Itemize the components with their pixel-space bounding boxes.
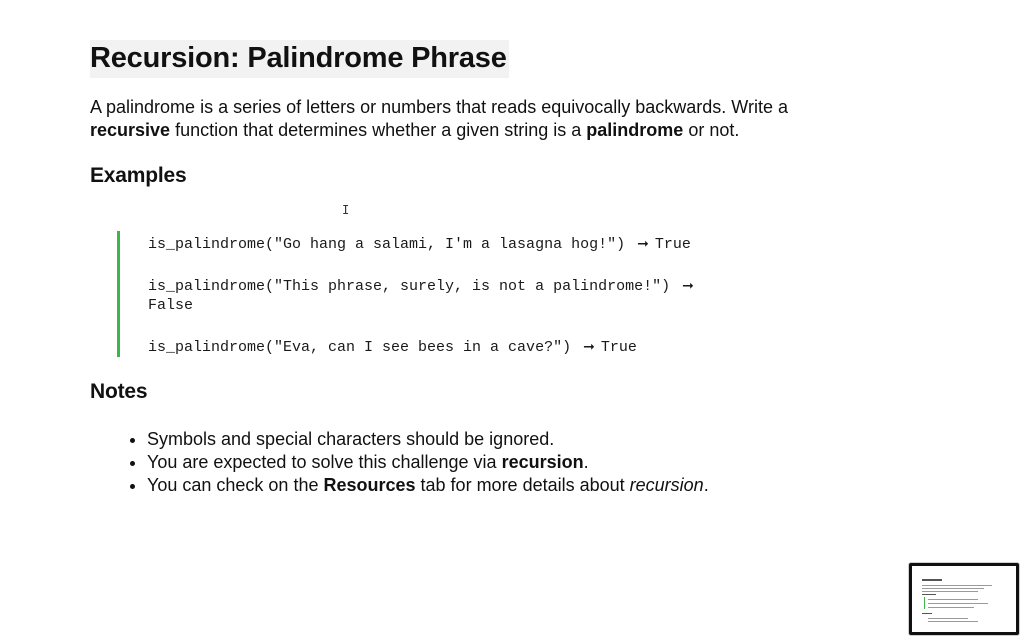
examples-block <box>117 231 800 357</box>
note-italic: recursion <box>629 475 704 495</box>
challenge-description <box>90 96 790 142</box>
thumbnail-code-line <box>928 603 988 604</box>
note-bold: recursion <box>501 452 584 472</box>
example-result: False <box>148 297 194 314</box>
thumbnail-code-line <box>928 607 974 608</box>
thumbnail-title-line <box>922 579 942 581</box>
example-1 <box>148 235 691 254</box>
intro-bold-palindrome: palindrome <box>586 120 684 140</box>
challenge-content <box>90 40 810 188</box>
note-text: You are expected to solve this challenge via <box>147 452 502 472</box>
list-item <box>147 428 827 451</box>
thumbnail-text-line <box>922 585 992 586</box>
example-call: is_palindrome("Go hang a salami, I'm a lasagna hog!") <box>148 236 626 253</box>
thumbnail-code-line <box>928 599 978 600</box>
note-text: tab for more details about <box>415 475 630 495</box>
thumbnail-text-line <box>922 613 932 614</box>
notes-heading: Notes <box>90 380 148 403</box>
note-bold: Resources <box>323 475 416 495</box>
thumbnail-code-bar <box>924 597 925 609</box>
example-result: True <box>654 236 691 253</box>
example-2 <box>148 277 700 315</box>
thumbnail-text-line <box>922 588 984 589</box>
intro-bold-recursive: recursive <box>90 120 171 140</box>
note-text: Symbols and special characters should be ignored. <box>147 429 555 449</box>
note-text: . <box>703 475 709 495</box>
thumbnail-text-line <box>922 594 936 595</box>
arrow-right-icon: ➞ <box>682 278 694 294</box>
page-title: Recursion: Palindrome Phrase <box>90 40 509 78</box>
text-cursor-icon: I <box>342 203 350 217</box>
list-item <box>147 451 827 474</box>
thumbnail-text-line <box>928 618 968 619</box>
example-3 <box>148 338 637 357</box>
example-result: True <box>600 339 637 356</box>
example-call: is_palindrome("This phrase, surely, is not a palindrome!") <box>148 278 671 295</box>
notes-list <box>115 428 827 497</box>
thumbnail-text-line <box>928 621 978 622</box>
example-call: is_palindrome("Eva, can I see bees in a cave?") <box>148 339 572 356</box>
list-item <box>147 474 827 497</box>
examples-heading: Examples <box>90 164 187 187</box>
intro-text-1: A palindrome is a series of letters or numbers that reads equivocally backwards. Write a <box>90 97 788 117</box>
intro-text-3: or not. <box>683 120 740 140</box>
thumbnail-text-line <box>922 591 978 592</box>
arrow-right-icon: ➞ <box>637 236 649 252</box>
slide-thumbnail[interactable] <box>909 563 1019 635</box>
note-text: . <box>583 452 589 472</box>
note-text: You can check on the <box>147 475 324 495</box>
arrow-right-icon: ➞ <box>583 339 595 355</box>
intro-text-2: function that determines whether a given string is a <box>170 120 587 140</box>
